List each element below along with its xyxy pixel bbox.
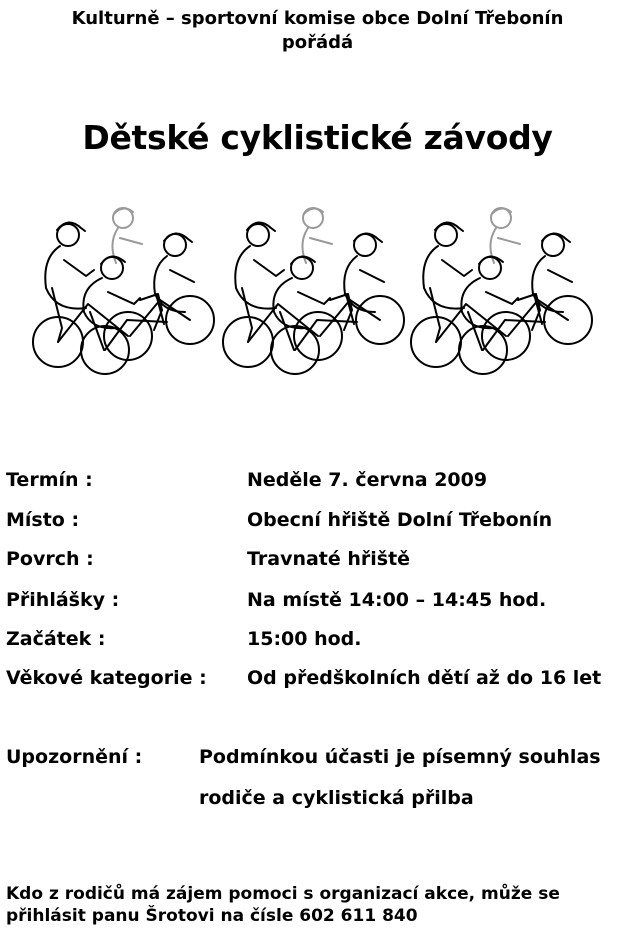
warning-line-1: Podmínkou účasti je písemný souhlas	[199, 746, 601, 768]
detail-value-registration: Na místě 14:00 – 14:45 hod.	[247, 589, 547, 611]
footer-line-2: přihlásit panu Šrotovi na čísle 602 611 840	[6, 906, 418, 926]
organizer-line: Kulturně – sportovní komise obce Dolní Třebonín	[71, 8, 564, 29]
detail-label-surface: Povrch :	[6, 548, 94, 570]
detail-label-date: Termín :	[6, 469, 93, 491]
cyclists-icon-3	[411, 208, 592, 374]
detail-label-registration: Přihlášky :	[6, 589, 120, 611]
event-title: Dětské cyklistické závody	[82, 118, 553, 157]
warning-label: Upozornění :	[6, 746, 143, 768]
cyclists-icon-2	[223, 208, 404, 374]
detail-value-start: 15:00 hod.	[247, 628, 362, 650]
footer-line-1: Kdo z rodičů má zájem pomoci s organizací akce, může se	[6, 884, 560, 904]
cyclists-icon-1	[33, 208, 214, 374]
detail-value-surface: Travnaté hřiště	[247, 548, 411, 570]
detail-label-place: Místo :	[6, 509, 80, 531]
detail-value-place: Obecní hřiště Dolní Třebonín	[247, 509, 553, 531]
detail-label-age: Věkové kategorie :	[6, 667, 207, 689]
detail-value-date: Neděle 7. června 2009	[247, 469, 488, 491]
detail-label-start: Začátek :	[6, 628, 106, 650]
warning-line-2: rodiče a cyklistická přilba	[199, 787, 474, 809]
organizer-verb: pořádá	[281, 32, 354, 53]
cyclists-illustration	[30, 200, 610, 385]
detail-value-age: Od předškolních dětí až do 16 let	[247, 667, 602, 689]
